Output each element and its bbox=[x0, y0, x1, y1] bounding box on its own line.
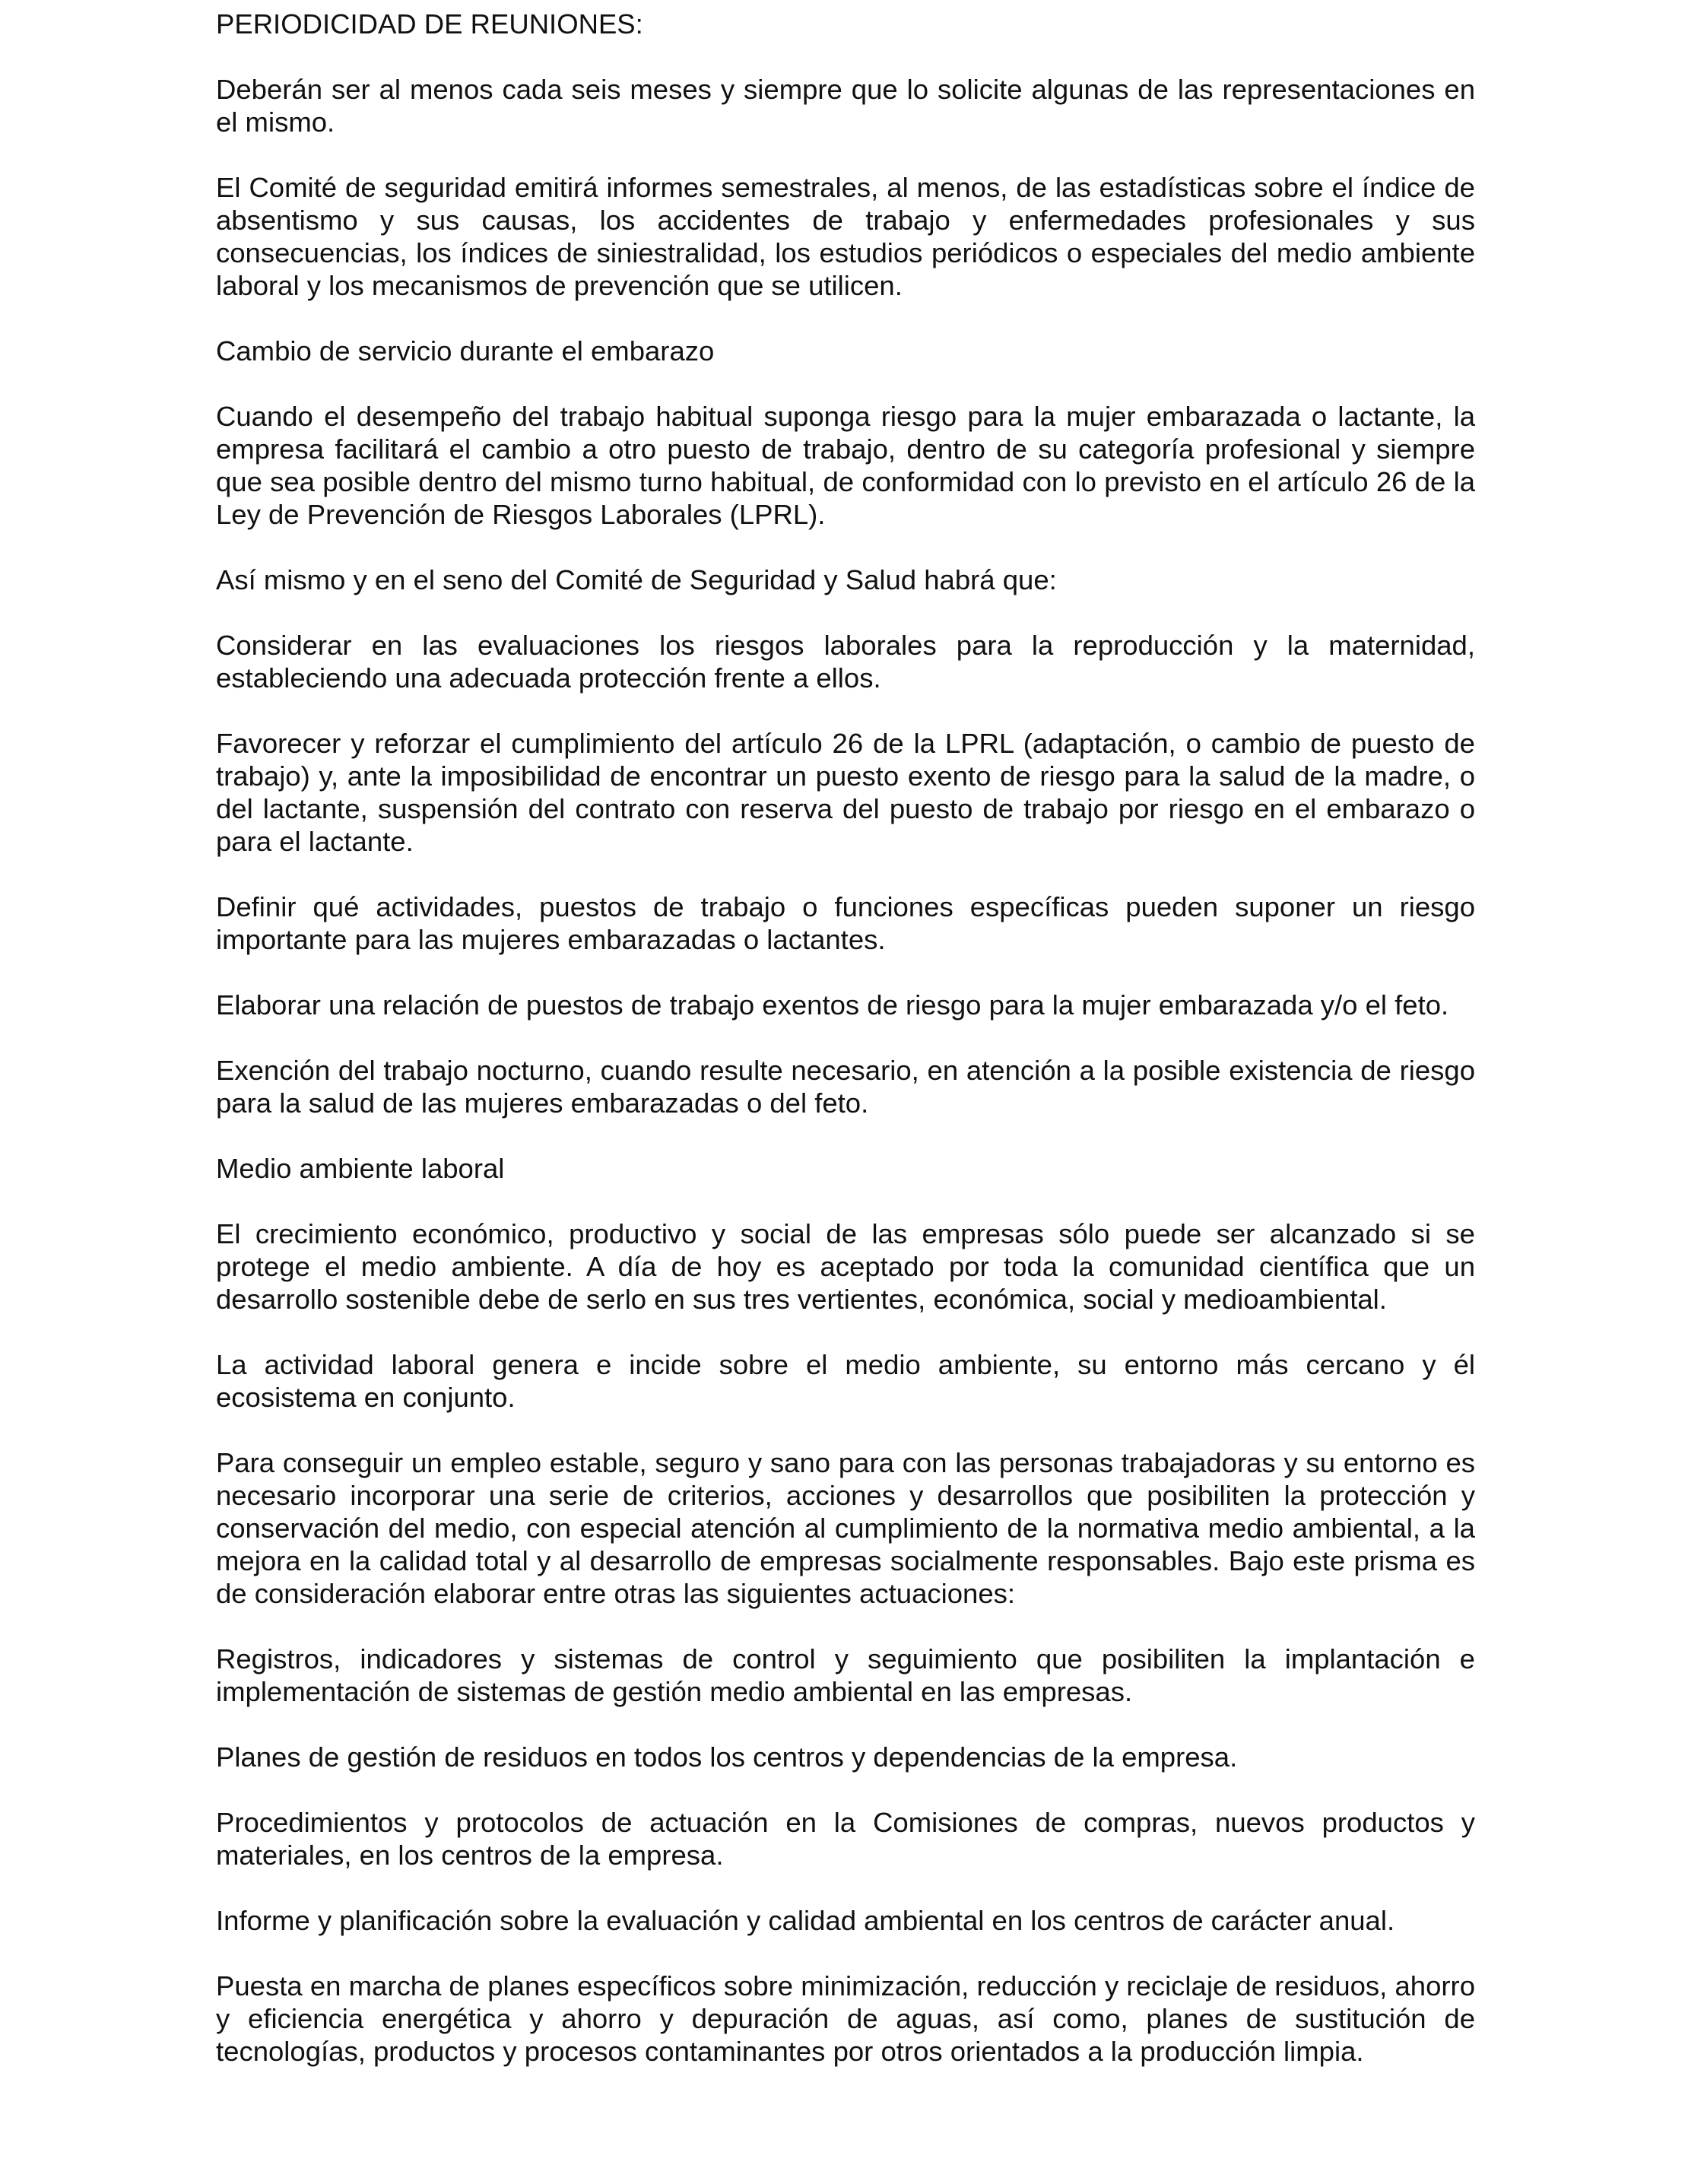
heading-cambio-servicio-embarazo: Cambio de servicio durante el embarazo bbox=[216, 335, 715, 367]
paragraph-puesta-en-marcha: Puesta en marcha de planes específicos sobre minimización, reducción y reciclaje de residuos, ahorro y eficiencia energética y ahorro y depuración de aguas, así como, planes de sustitución de tecnologías, productos y procesos contaminantes por otros orientados a la producción limpia. bbox=[216, 1970, 1475, 2067]
paragraph-crecimiento: El crecimiento económico, productivo y social de las empresas sólo puede ser alcanzado si se protege el medio ambiente. A día de hoy es aceptado por toda la comunidad científica que un desarrollo sostenible debe de serlo en sus tres vertientes, económica, social y medioambiental. bbox=[216, 1218, 1475, 1315]
paragraph-elaborar: Elaborar una relación de puestos de trabajo exentos de riesgo para la mujer embarazada y/o el feto. bbox=[216, 989, 1449, 1021]
paragraph-favorecer: Favorecer y reforzar el cumplimiento del artículo 26 de la LPRL (adaptación, o cambio de puesto de trabajo) y, ante la imposibilidad de encontrar un puesto exento de riesgo para la salud de la madre, o del lactante, suspensión del contrato con reserva del puesto de trabajo por riesgo en el embarazo o para el lactante. bbox=[216, 728, 1475, 857]
heading-periodicidad-reuniones: PERIODICIDAD DE REUNIONES: bbox=[216, 8, 643, 40]
paragraph-conseguir-empleo: Para conseguir un empleo estable, seguro y sano para con las personas trabajadoras y su entorno es necesario incorporar una serie de criterios, acciones y desarrollos que posibiliten la protección y conservación del medio, con especial atención al cumplimiento de la normativa medio ambiental, a la mejora en la calidad total y al desarrollo de empresas socialmente responsables. Bajo este prisma es de consideración elaborar entre otras las siguientes actuaciones: bbox=[216, 1447, 1475, 1609]
paragraph-informes-semestrales: El Comité de seguridad emitirá informes semestrales, al menos, de las estadísticas sobre el índice de absentismo y sus causas, los accidentes de trabajo y enfermedades profesionales y sus consecuencias, los índices de siniestralidad, los estudios periódicos o especiales del medio ambiente laboral y los mecanismos de prevención que se utilicen. bbox=[216, 172, 1475, 301]
paragraph-planes-residuos: Planes de gestión de residuos en todos los centros y dependencias de la empresa. bbox=[216, 1741, 1238, 1773]
paragraph-procedimientos: Procedimientos y protocolos de actuación en la Comisiones de compras, nuevos productos y materiales, en los centros de la empresa. bbox=[216, 1807, 1475, 1871]
paragraph-informe-planificacion: Informe y planificación sobre la evaluación y calidad ambiental en los centros de carácter anual. bbox=[216, 1905, 1395, 1936]
paragraph-reuniones: Deberán ser al menos cada seis meses y siempre que lo solicite algunas de las representaciones en el mismo. bbox=[216, 74, 1475, 138]
paragraph-asimismo: Así mismo y en el seno del Comité de Seguridad y Salud habrá que: bbox=[216, 564, 1057, 595]
paragraph-registros: Registros, indicadores y sistemas de control y seguimiento que posibiliten la implantación e implementación de sistemas de gestión medio ambiental en las empresas. bbox=[216, 1643, 1475, 1707]
paragraph-definir: Definir qué actividades, puestos de trabajo o funciones específicas pueden suponer un riesgo importante para las mujeres embarazadas o lactantes. bbox=[216, 891, 1475, 955]
paragraph-considerar: Considerar en las evaluaciones los riesgos laborales para la reproducción y la maternidad, estableciendo una adecuada protección frente a ellos. bbox=[216, 630, 1475, 694]
paragraph-desempeno-trabajo: Cuando el desempeño del trabajo habitual suponga riesgo para la mujer embarazada o lactante, la empresa facilitará el cambio a otro puesto de trabajo, dentro de su categoría profesional y siempre que sea posible dentro del mismo turno habitual, de conformidad con lo previsto en el artículo 26 de la Ley de Prevención de Riesgos Laborales (LPRL). bbox=[216, 401, 1475, 530]
heading-medio-ambiente-laboral: Medio ambiente laboral bbox=[216, 1153, 505, 1184]
document-page bbox=[216, 8, 1475, 2100]
paragraph-actividad-laboral: La actividad laboral genera e incide sobre el medio ambiente, su entorno más cercano y él ecosistema en conjunto. bbox=[216, 1349, 1475, 1413]
paragraph-exencion: Exención del trabajo nocturno, cuando resulte necesario, en atención a la posible existencia de riesgo para la salud de las mujeres embarazadas o del feto. bbox=[216, 1055, 1475, 1119]
